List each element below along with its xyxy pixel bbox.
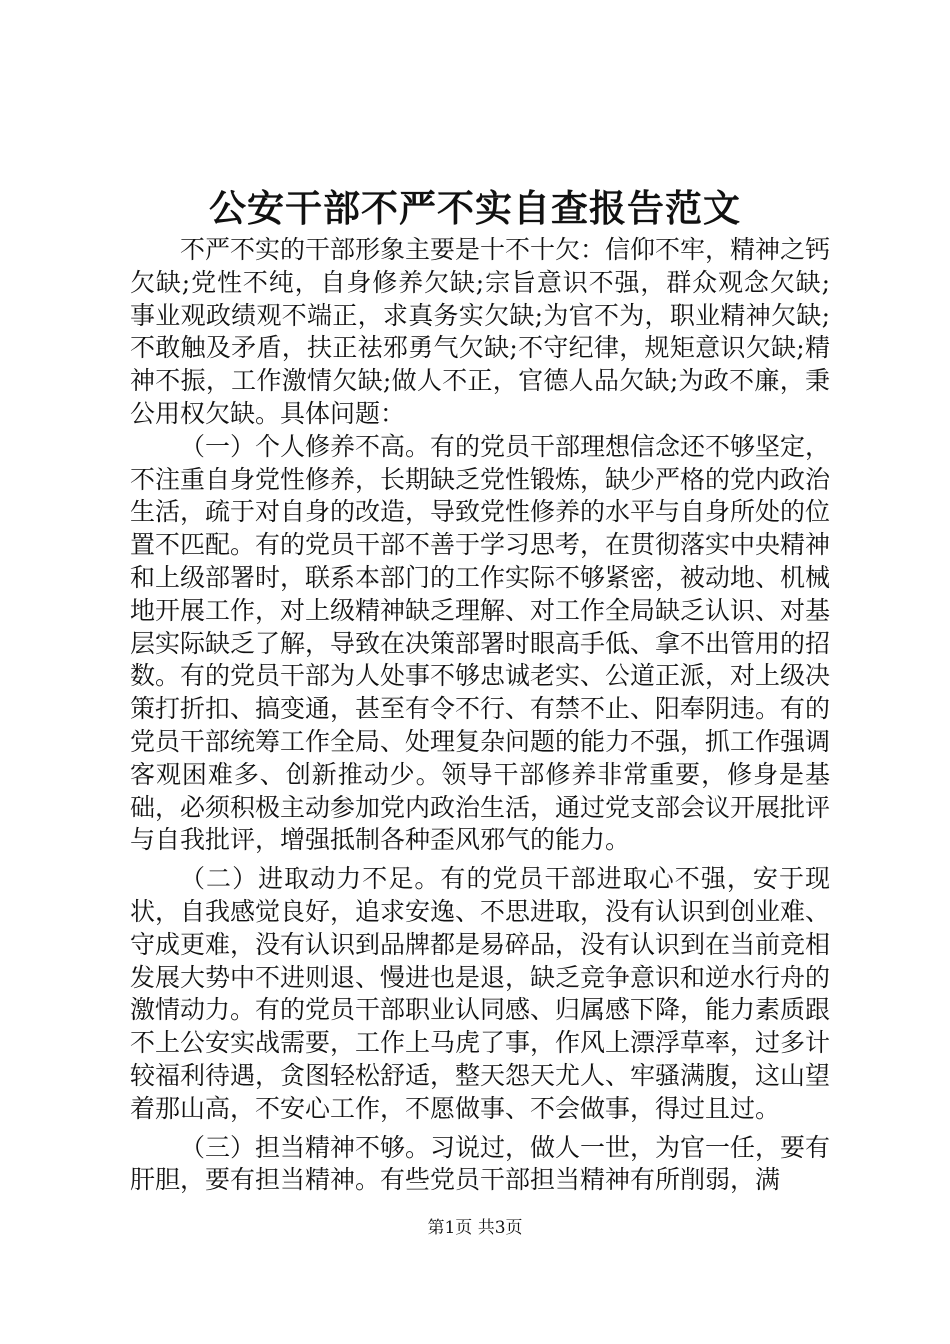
paragraph-section-2: （二）进取动力不足。有的党员干部进取心不强，安于现状，自我感觉良好，追求安逸、不思进取，没有认识到创业难、守成更难，没有认识到品牌都是易碎品，没有认识到在当前竞相发展大势中不进则退、慢进也是退，缺乏竞争意识和逆水行舟的激情动力。有的党员干部职业认同感、归属感下降，能力素质跟不上公安实战需要，工作上马虎了事，作风上漂浮草率，过多计较福利待遇，贪图轻松舒适，整天怨天尤人、牢骚满腹，这山望着那山高，不安心工作，不愿做事、不会做事，得过且过。: [130, 864, 831, 1123]
paragraph-section-3: （三）担当精神不够。习说过，做人一世，为官一任，要有肝胆，要有担当精神。有些党员干部担当精神有所削弱，满: [130, 1132, 831, 1195]
paragraph-section-1: （一）个人修养不高。有的党员干部理想信念还不够坚定，不注重自身党性修养，长期缺乏党性锻炼，缺少严格的党内政治生活，疏于对自身的改造，导致党性修养的水平与自身所处的位置不匹配。有的党员干部不善于学习思考，在贯彻落实中央精神和上级部署时，联系本部门的工作实际不够紧密，被动地、机械地开展工作，对上级精神缺乏理解、对工作全局缺乏认识、对基层实际缺乏了解，导致在决策部署时眼高手低、拿不出管用的招数。有的党员干部为人处事不够忠诚老实、公道正派，对上级决策打折扣、搞变通，甚至有令不行、有禁不止、阳奉阴违。有的党员干部统筹工作全局、处理复杂问题的能力不强，抓工作强调客观困难多、创新推动少。领导干部修养非常重要，修身是基础，必须积极主动参加党内政治生活，通过党支部会议开展批评与自我批评，增强抵制各种歪风邪气的能力。: [130, 431, 831, 855]
page-footer: 第1页 共3页: [427, 1218, 523, 1238]
paragraph-intro: 不严不实的干部形象主要是十不十欠：信仰不牢，精神之钙欠缺;党性不纯，自身修养欠缺;宗旨意识不强，群众观念欠缺;事业观政绩观不端正，求真务实欠缺;为官不为，职业精神欠缺;不敢触及矛盾，扶正祛邪勇气欠缺;不守纪律，规矩意识欠缺;精神不振，工作激情欠缺;做人不正，官德人品欠缺;为政不廉，秉公用权欠缺。具体问题：: [130, 235, 831, 428]
document-title: 公安干部不严不实自查报告范文: [209, 186, 741, 230]
document-body: [130, 234, 830, 1197]
